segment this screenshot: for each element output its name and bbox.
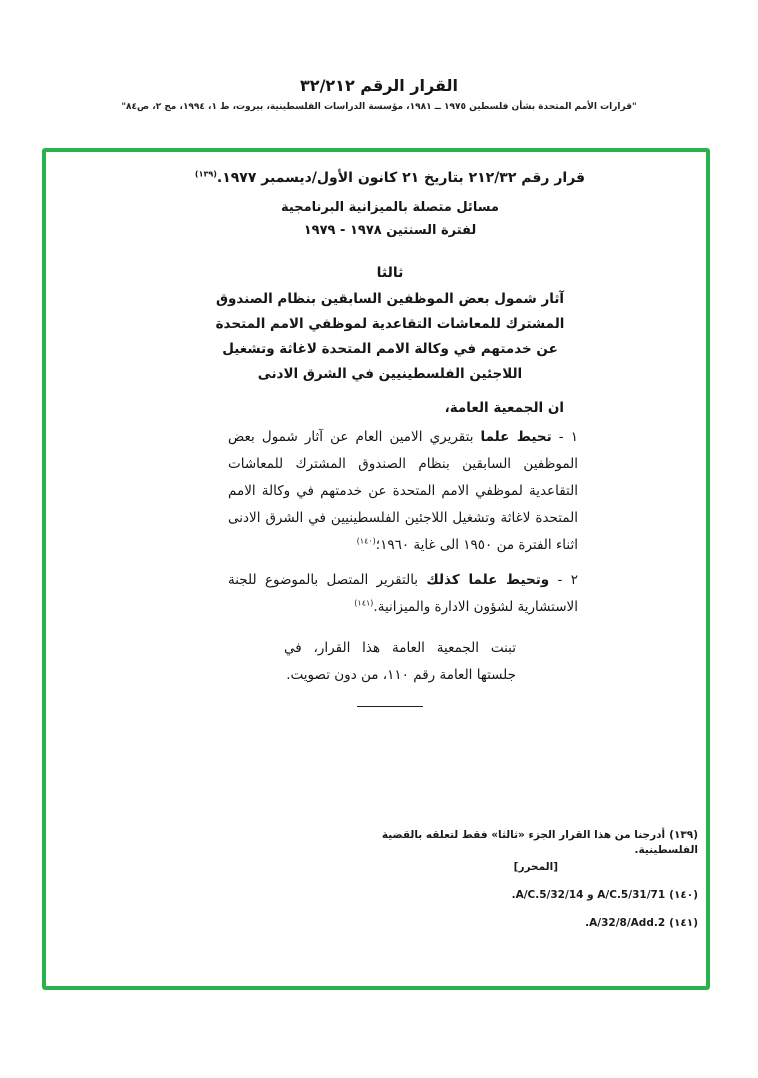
footnote-140 (350, 888, 698, 903)
footnote-ref-140: (١٤٠) (356, 536, 376, 546)
footnote-ref-141: (١٤١) (354, 598, 374, 608)
paragraph-1-lead: تحيط علما (480, 429, 552, 445)
footnote-141-marker: (١٤١) (669, 917, 698, 929)
footnote-139-editor-note: [المحرر] (513, 861, 558, 873)
operative-paragraph-1 (228, 424, 578, 559)
end-of-text-rule (357, 706, 423, 707)
resolution-frame (42, 148, 710, 990)
paragraph-2-text: بالتقرير المتصل بالموضوع للجنة الاستشارية لشؤون الادارة والميزانية. (228, 572, 578, 615)
operative-paragraph-2 (228, 567, 578, 621)
heading-line-2: المشترك للمعاشات التقاعدية لموظفي الامم المتحدة (215, 316, 565, 332)
heading-line-4: اللاجئين الفلسطينيين في الشرق الادنى (257, 366, 523, 382)
footnote-141-text: A/32/8/Add.2. (585, 917, 666, 929)
footnote-140-text: A/C.5/31/71 و A/C.5/32/14. (511, 889, 666, 901)
footnote-141 (350, 916, 698, 931)
page-header (0, 76, 758, 112)
footnote-139 (350, 828, 698, 875)
paragraph-2-number: ٢ - (557, 572, 579, 588)
footnote-ref-139: (١٣٩) (194, 169, 217, 179)
heading-line-3: عن خدمتهم في وكالة الامم المتحدة لاغاثة وتشغيل (222, 341, 558, 357)
paragraph-2-lead: وتحيط علما كذلك (426, 572, 550, 588)
header-resolution-number: القرار الرقم ٣٢/٢١٢ (300, 76, 458, 95)
salutation: ان الجمعية العامة، (444, 400, 564, 416)
resolution-subtitle-line1: مسائل متصلة بالميزانية البرنامجية (281, 200, 499, 215)
header-source-citation: "قرارات الأمم المتحدة بشأن فلسطين ١٩٧٥ ــ ١٩٨١، مؤسسة الدراسات الفلسطينية، بيروت، ط ١، ١٩٩٤، مج ٢، ص٨٤" (121, 102, 637, 112)
heading-line-1: آثار شمول بعض الموظفين السابقين بنظام الصندوق (215, 291, 565, 307)
footnote-140-marker: (١٤٠) (669, 889, 698, 901)
section-label-third: ثالثا (376, 265, 404, 281)
resolution-title (100, 168, 680, 188)
footnote-139-text: أدرجنا من هذا القرار الجزء «ثالثا» فقط لتعلقه بالقضية الفلسطينية. (381, 829, 698, 856)
resolution-title-text: قرار رقم ٢١٢/٣٢ بتاريخ ٢١ كانون الأول/ديسمبر ١٩٧٧. (216, 170, 586, 186)
resolution-subtitle-line2: لفترة السنتين ١٩٧٨ - ١٩٧٩ (303, 223, 477, 238)
adoption-note: تبنت الجمعية العامة هذا القرار، في جلستها العامة رقم ١١٠، من دون تصويت. (284, 640, 516, 683)
resolution-heading (100, 287, 680, 387)
paragraph-1-text: بتقريري الامين العام عن آثار شمول بعض الموظفين السابقين بنظام الصندوق المشترك للمعاشات التقاعدية لموظفي الامم المتحدة عن خدمتهم في وكالة الامم المتحدة لاغاثة وتشغيل اللاجئين الفلسطينيين في الشرق الادنى اثناء الفترة من ١٩٥٠ الى غاية ١٩٦٠؛ (228, 429, 578, 553)
footnotes-block (350, 828, 698, 931)
footnote-139-marker: (١٣٩) (669, 829, 698, 841)
paragraph-1-number: ١ - (558, 429, 578, 445)
